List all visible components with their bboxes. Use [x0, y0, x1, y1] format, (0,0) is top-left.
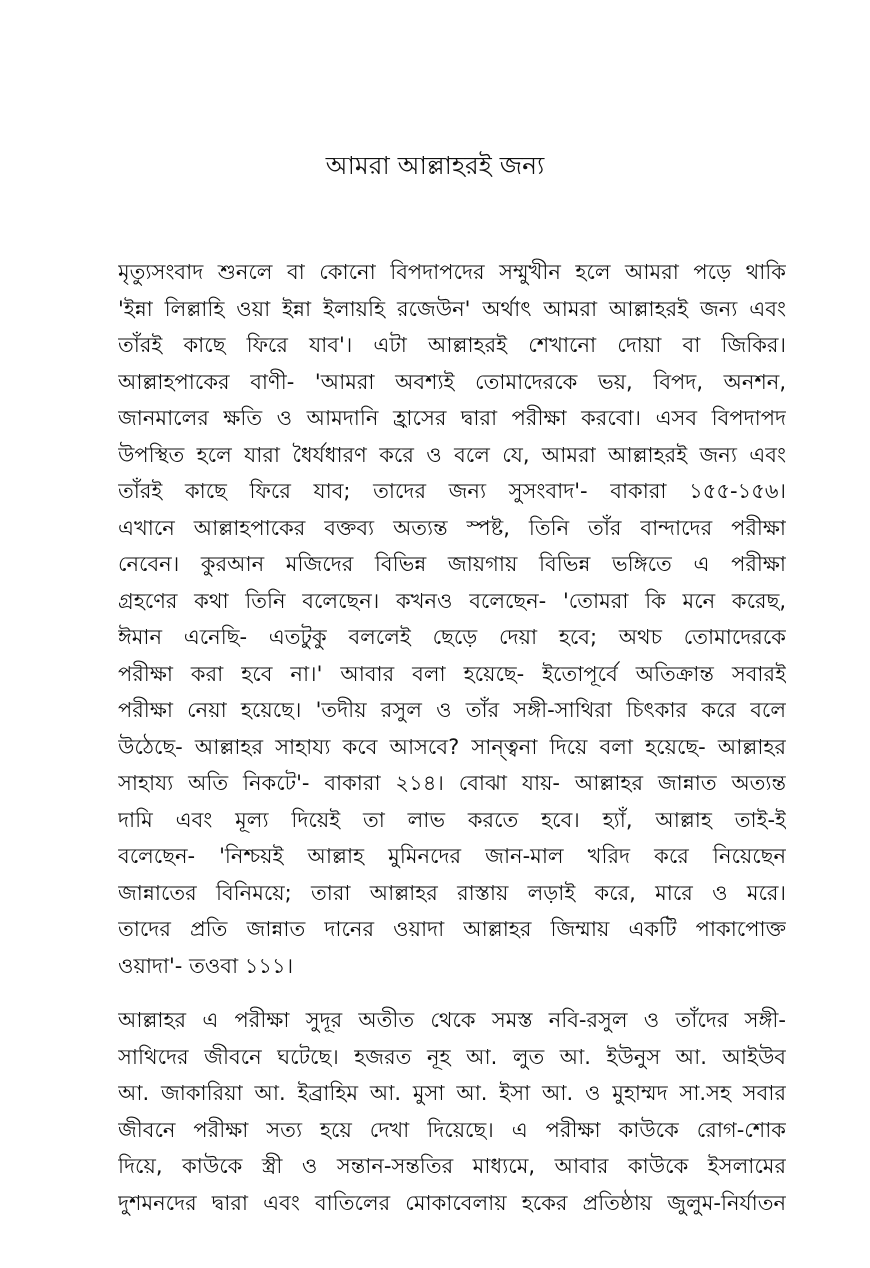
text-line: মৃত্যুসংবাদ শুনলে বা কোনো বিপদাপদের সম্মুখীন হলে আমরা পড়ে থাকি	[118, 260, 786, 284]
text-line: ঈমান এনেছি- এতটুকু বললেই ছেড়ে দেয়া হবে; অথচ তোমাদেরকে	[118, 625, 786, 649]
text-line: ওয়াদা'- তওবা ১১১।	[118, 953, 294, 978]
text-line: উপস্থিত হলে যারা ধৈর্যধারণ করে ও বলে যে, আমরা আল্লাহরই জন্য এবং	[118, 442, 786, 467]
text-line: আল্লাহপাকের বাণী- 'আমরা অবশ্যই তোমাদেরকে ভয়, বিপদ, অনশন,	[118, 369, 786, 394]
text-line: আ. জাকারিয়া আ. ইব্রাহিম আ. মুসা আ. ইসা আ. ও মুহাম্মদ সা.সহ সবার	[118, 1081, 786, 1105]
text-line: গ্রহণের কথা তিনি বলেছেন। কখনও বলেছেন- 'তোমরা কি মনে করেছ,	[118, 588, 786, 613]
text-line: এখানে আল্লাহপাকের বক্তব্য অত্যন্ত স্পষ্ট, তিনি তাঁর বান্দাদের পরীক্ষা	[118, 515, 786, 540]
text-line: তাদের প্রতি জান্নাত দানের ওয়াদা আল্লাহর জিম্মায় একটি পাকাপোক্ত	[118, 917, 786, 941]
text-line: উঠেছে- আল্লাহর সাহায্য কবে আসবে? সান্ত্বনা দিয়ে বলা হয়েছে- আল্লাহর	[118, 734, 786, 759]
page-title: আমরা আল্লাহরই জন্য	[325, 151, 545, 180]
text-line: তাঁরই কাছে ফিরে যাব'। এটা আল্লাহরই শেখানো দোয়া বা জিকির।	[118, 333, 786, 357]
text-line: জানমালের ক্ষতি ও আমদানি হ্রাসের দ্বারা পরীক্ষা করবো। এসব বিপদাপদ	[118, 406, 786, 430]
text-line: নেবেন। কুরআন মজিদের বিভিন্ন জায়গায় বিভিন্ন ভঙ্গিতে এ পরীক্ষা	[118, 552, 786, 576]
paragraph-1	[118, 254, 786, 984]
text-line: সাহায্য অতি নিকটে'- বাকারা ২১৪। বোঝা যায়- আল্লাহর জান্নাত অত্যন্ত	[118, 771, 786, 795]
paragraph-2	[118, 1002, 786, 1221]
text-line: দুশমনদের দ্বারা এবং বাতিলের মোকাবেলায় হকের প্রতিষ্ঠায় জুলুম-নির্যাতন	[118, 1190, 786, 1215]
text-line: দিয়ে, কাউকে স্ত্রী ও সন্তান-সন্ততির মাধ্যমে, আবার কাউকে ইসলামের	[118, 1154, 786, 1178]
text-line: তাঁরই কাছে ফিরে যাব; তাদের জন্য সুসংবাদ'- বাকারা ১৫৫-১৫৬।	[118, 479, 786, 503]
text-line: সাথিদের জীবনে ঘটেছে। হজরত নূহ আ. লুত আ. ইউনুস আ. আইউব	[118, 1044, 786, 1069]
text-line: জীবনে পরীক্ষা সত্য হয়ে দেখা দিয়েছে। এ পরীক্ষা কাউকে রোগ-শোক	[118, 1117, 786, 1142]
text-line: আল্লাহর এ পরীক্ষা সুদূর অতীত থেকে সমস্ত নবি-রসুল ও তাঁদের সঙ্গী-	[118, 1008, 786, 1032]
text-line: পরীক্ষা করা হবে না।' আবার বলা হয়েছে- ইতোপূর্বে অতিক্রান্ত সবারই	[118, 661, 786, 686]
page-body	[118, 254, 786, 1221]
text-line: পরীক্ষা নেয়া হয়েছে। 'তদীয় রসুল ও তাঁর সঙ্গী-সাথিরা চিৎকার করে বলে	[118, 698, 786, 722]
text-line: 'ইন্না লিল্লাহি ওয়া ইন্না ইলায়হি রজেউন' অর্থাৎ আমরা আল্লাহরই জন্য এবং	[118, 296, 786, 321]
text-line: বলেছেন- 'নিশ্চয়ই আল্লাহ মুমিনদের জান-মাল খরিদ করে নিয়েছেন	[118, 844, 786, 868]
text-line: জান্নাতের বিনিময়ে; তারা আল্লাহর রাস্তায় লড়াই করে, মারে ও মরে।	[118, 880, 786, 905]
text-line: দামি এবং মূল্য দিয়েই তা লাভ করতে হবে। হ্যাঁ, আল্লাহ তাই-ই	[118, 807, 786, 832]
